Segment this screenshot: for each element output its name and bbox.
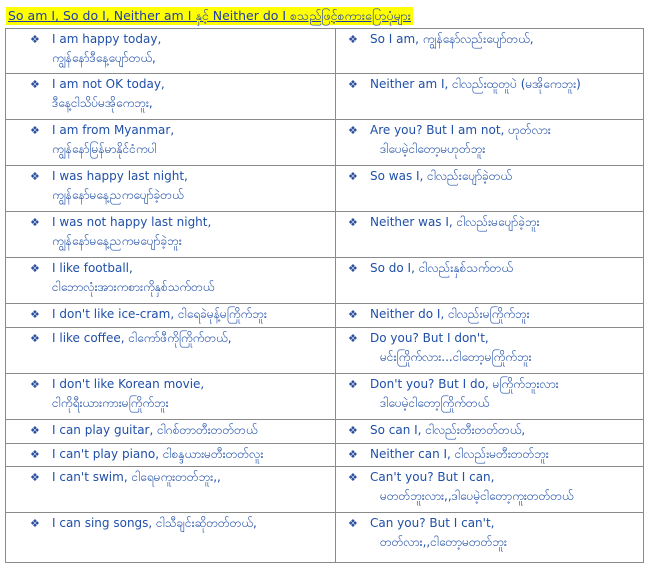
left-line: I don't like ice-cram, ငါရေခဲမုန့်မကြိုက်ဘူး <box>52 307 267 321</box>
left-line: ကျွန်နော်မြန်မာနိုင်ငံကပါ <box>52 142 157 156</box>
statement-cell <box>6 74 336 120</box>
right-line: Don't you? But I do, မကြိုက်ဘူးလား <box>370 377 559 391</box>
left-line: ဒီနေ့ငါသိပ်မအိုကေဘူး, <box>52 96 153 110</box>
left-line: ငါဘောလုံးအားကစားကိုနှစ်သက်တယ် <box>52 280 215 294</box>
left-line: I like coffee, ငါကော်ဖီကိုကြိုက်တယ်, <box>52 331 232 345</box>
right-line: ဒါပေမဲ့ငါတော့မဟုတ်ဘူး <box>380 142 486 156</box>
table-row <box>6 420 644 444</box>
right-line: So I am, ကျွန်နော်လည်းပျော်တယ်, <box>370 32 534 46</box>
table-row <box>6 166 644 212</box>
table-row <box>6 374 644 420</box>
response-cell <box>336 29 644 74</box>
left-line: I was not happy last night, <box>52 215 212 229</box>
statement-cell <box>6 328 336 374</box>
diamond-bullet-icon: ❖ <box>30 471 40 484</box>
table-row <box>6 258 644 304</box>
right-line: So do I, ငါလည်းနှစ်သက်တယ် <box>370 261 513 275</box>
diamond-bullet-icon: ❖ <box>30 33 40 46</box>
table-row <box>6 328 644 374</box>
statement-cell <box>6 212 336 258</box>
statement-cell <box>6 444 336 467</box>
statement-cell <box>6 166 336 212</box>
left-line: I can't swim, ငါရေမကူးတတ်ဘူး,, <box>52 470 221 484</box>
left-line: ကျွန်နော်မနေ့ညကမပျော်ခဲ့ဘူး <box>52 234 182 248</box>
left-line: I was happy last night, <box>52 169 188 183</box>
right-line: Neither was I, ငါလည်းမပျော်ခဲ့ဘူး <box>370 215 540 229</box>
left-line: I am from Myanmar, <box>52 123 175 137</box>
diamond-bullet-icon: ❖ <box>30 78 40 91</box>
diamond-bullet-icon: ❖ <box>348 262 358 275</box>
diamond-bullet-icon: ❖ <box>30 424 40 437</box>
right-line: Neither am I, ငါလည်းထူတူပဲ (မအိုကေဘူး) <box>370 77 581 91</box>
diamond-bullet-icon: ❖ <box>348 378 358 391</box>
right-line: Neither can I, ငါလည်းမတီးတတ်ဘူး <box>370 447 549 461</box>
left-line: I like football, <box>52 261 133 275</box>
diamond-bullet-icon: ❖ <box>30 124 40 137</box>
diamond-bullet-icon: ❖ <box>30 308 40 321</box>
response-cell <box>336 374 644 420</box>
table-row <box>6 304 644 328</box>
response-cell <box>336 420 644 444</box>
diamond-bullet-icon: ❖ <box>348 78 358 91</box>
statement-cell <box>6 29 336 74</box>
diamond-bullet-icon: ❖ <box>348 170 358 183</box>
phrase-table-body <box>6 29 644 563</box>
response-cell <box>336 120 644 166</box>
diamond-bullet-icon: ❖ <box>348 124 358 137</box>
diamond-bullet-icon: ❖ <box>30 378 40 391</box>
table-row <box>6 74 644 120</box>
diamond-bullet-icon: ❖ <box>348 517 358 530</box>
left-line: I can't play piano, ငါစန္ဒယားမတီးတတ်လူး <box>52 447 264 461</box>
diamond-bullet-icon: ❖ <box>30 262 40 275</box>
statement-cell <box>6 513 336 563</box>
diamond-bullet-icon: ❖ <box>348 33 358 46</box>
left-line: ကျွန်နော်ဒီနေ့ပျော်တယ်, <box>52 51 156 65</box>
diamond-bullet-icon: ❖ <box>348 471 358 484</box>
table-row <box>6 467 644 513</box>
response-cell <box>336 467 644 513</box>
diamond-bullet-icon: ❖ <box>348 448 358 461</box>
statement-cell <box>6 467 336 513</box>
response-cell <box>336 513 644 563</box>
right-line: Can't you? But I can, <box>370 470 495 484</box>
table-row <box>6 212 644 258</box>
statement-cell <box>6 304 336 328</box>
table-row <box>6 513 644 563</box>
right-line: တတ်လား,,ငါတော့မတတ်ဘူး <box>380 535 507 549</box>
response-cell <box>336 328 644 374</box>
right-line: မင်းကြိုက်လား...ငါတော့မကြိုက်ဘူး <box>380 350 532 364</box>
phrase-table <box>5 28 644 563</box>
left-line: I don't like Korean movie, <box>52 377 205 391</box>
diamond-bullet-icon: ❖ <box>348 308 358 321</box>
response-cell <box>336 258 644 304</box>
table-row <box>6 120 644 166</box>
right-line: မတတ်ဘူးလား,,ဒါပေမဲ့ငါတော့ကူးတတ်တယ် <box>380 489 574 503</box>
right-line: So was I, ငါလည်းပျော်ခဲ့တယ် <box>370 169 513 183</box>
statement-cell <box>6 420 336 444</box>
right-line: Do you? But I don't, <box>370 331 489 345</box>
right-line: So can I, ငါလည်းတီးတတ်တယ်, <box>370 423 526 437</box>
diamond-bullet-icon: ❖ <box>30 332 40 345</box>
page-title: So am I, So do I, Neither am I နှင့် Neither do I စသည်ဖြင့်စကားပြောပုံများ <box>8 8 411 23</box>
right-line: Neither do I, ငါလည်းမကြိုက်ဘူး <box>370 307 530 321</box>
right-line: Are you? But I am not, ဟုတ်လား <box>370 123 551 137</box>
right-line: ဒါပေမဲ့ငါတော့ကြိုက်တယ် <box>380 396 490 410</box>
left-line: I am happy today, <box>52 32 162 46</box>
diamond-bullet-icon: ❖ <box>30 170 40 183</box>
left-line: I can play guitar, ငါဂစ်တာတီးတတ်တယ် <box>52 423 258 437</box>
left-line: I can sing songs, ငါသီချင်းဆိုတတ်တယ်, <box>52 516 257 530</box>
diamond-bullet-icon: ❖ <box>348 216 358 229</box>
statement-cell <box>6 374 336 420</box>
left-line: ငါကိုရီးယားကားမကြိုက်ဘူး <box>52 396 169 410</box>
diamond-bullet-icon: ❖ <box>30 216 40 229</box>
response-cell <box>336 212 644 258</box>
diamond-bullet-icon: ❖ <box>348 332 358 345</box>
response-cell <box>336 444 644 467</box>
right-line: Can you? But I can't, <box>370 516 495 530</box>
left-line: I am not OK today, <box>52 77 165 91</box>
statement-cell <box>6 258 336 304</box>
table-row <box>6 444 644 467</box>
left-line: ကျွန်နော်မနေ့ညကပျော်ခဲ့တယ် <box>52 188 184 202</box>
diamond-bullet-icon: ❖ <box>30 448 40 461</box>
diamond-bullet-icon: ❖ <box>30 517 40 530</box>
response-cell <box>336 74 644 120</box>
response-cell <box>336 166 644 212</box>
diamond-bullet-icon: ❖ <box>348 424 358 437</box>
response-cell <box>336 304 644 328</box>
table-row <box>6 29 644 74</box>
statement-cell <box>6 120 336 166</box>
